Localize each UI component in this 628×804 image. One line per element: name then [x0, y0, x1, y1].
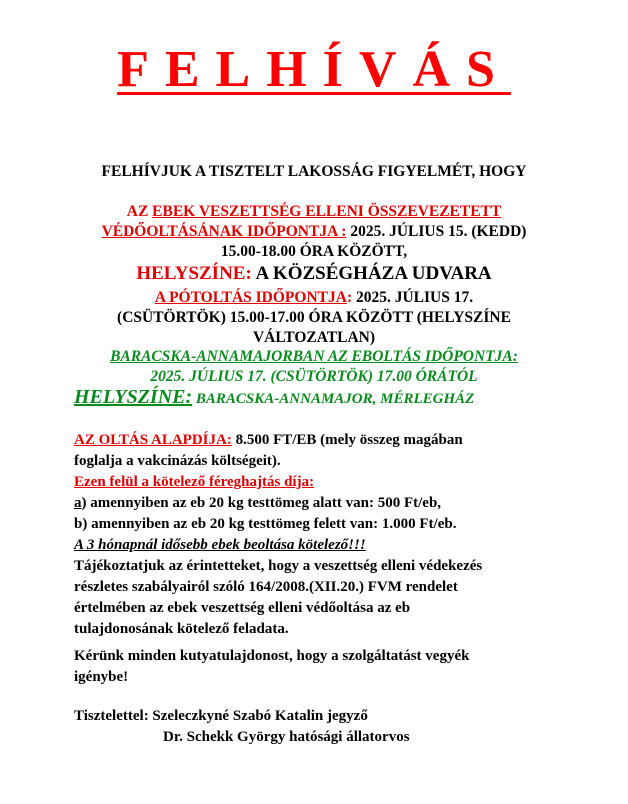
info-line-3: értelmében az ebek veszettség elleni védőoltása az eb — [74, 600, 411, 616]
notice-title — [0, 40, 628, 100]
info-line-1: Tájékoztatjuk az érintetteket, hogy a veszettség elleni védekezés — [74, 558, 483, 574]
mandatory-note: A 3 hónapnál idősebb ebek beoltása kötelező!!! — [74, 537, 366, 553]
vaccination-block — [40, 202, 588, 262]
request-line-1: Kérünk minden kutyatulajdonost, hogy a szolgáltatást vegyék — [74, 648, 470, 664]
deworming-option-a: a) amennyiben az eb 20 kg testtömeg alatt van: 500 Ft/eb, — [74, 495, 442, 511]
location-line: HELYSZÍNE: A KÖZSÉGHÁZA UDVARA — [136, 263, 492, 284]
title-text: FELHÍVÁS — [117, 41, 511, 98]
baracska-location-line: HELYSZÍNE: BARACSKA-ANNAMAJOR, MÉRLEGHÁZ — [74, 386, 475, 408]
makeup-line-1: A PÓTOLTÁS IDŐPONTJA: 2025. JÚLIUS 17. — [154, 289, 474, 306]
deworming-label: Ezen felül a kötelező féreghajtás díja: — [74, 474, 315, 490]
vaccination-line-3: 15.00-18.00 ÓRA KÖZÖTT, — [220, 243, 408, 260]
request-block — [74, 646, 594, 688]
fee-line-1: AZ OLTÁS ALAPDÍJA: 8.500 FT/EB (mely összeg magában — [74, 432, 463, 448]
request-line-2: igénybe! — [74, 669, 129, 685]
fee-block — [74, 430, 594, 640]
baracska-line-1: BARACSKA-ANNAMAJORBAN AZ EBOLTÁS IDŐPONTJA: — [110, 348, 518, 365]
vaccination-line-1: AZ EBEK VESZETTSÉG ELLENI ÖSSZEVEZETETT — [126, 203, 502, 220]
makeup-block — [40, 288, 588, 348]
makeup-line-3: VÁLTOZATLAN) — [252, 329, 376, 346]
signature-line-2: Dr. Schekk György hatósági állatorvos — [163, 729, 410, 745]
baracska-line-2: 2025. JÚLIUS 17. (CSÜTÖRTÖK) 17.00 ÓRÁTÓL — [150, 368, 478, 385]
deworming-option-b: b) amennyiben az eb 20 kg testtömeg felett van: 1.000 Ft/eb. — [74, 516, 457, 532]
baracska-block — [40, 347, 588, 387]
signature-line-1: Tisztelettel: Szeleczkyné Szabó Katalin jegyző — [74, 708, 368, 724]
fee-line-2: foglalja a vakcinázás költségeit). — [74, 453, 281, 469]
info-line-2: részletes szabályairól szóló 164/2008.(XII.20.) FVM rendelet — [74, 579, 458, 595]
vaccination-line-2: VÉDŐOLTÁSÁNAK IDŐPONTJA : 2025. JÚLIUS 15. (KEDD) — [101, 223, 527, 240]
signature-block — [74, 706, 594, 748]
makeup-line-2: (CSÜTÖRTÖK) 15.00-17.00 ÓRA KÖZÖTT (HELYSZÍNE — [117, 309, 511, 326]
info-line-4: tulajdonosának kötelező feladata. — [74, 621, 289, 637]
intro-line: FELHÍVJUK A TISZTELT LAKOSSÁG FIGYELMÉT, HOGY — [101, 163, 527, 180]
